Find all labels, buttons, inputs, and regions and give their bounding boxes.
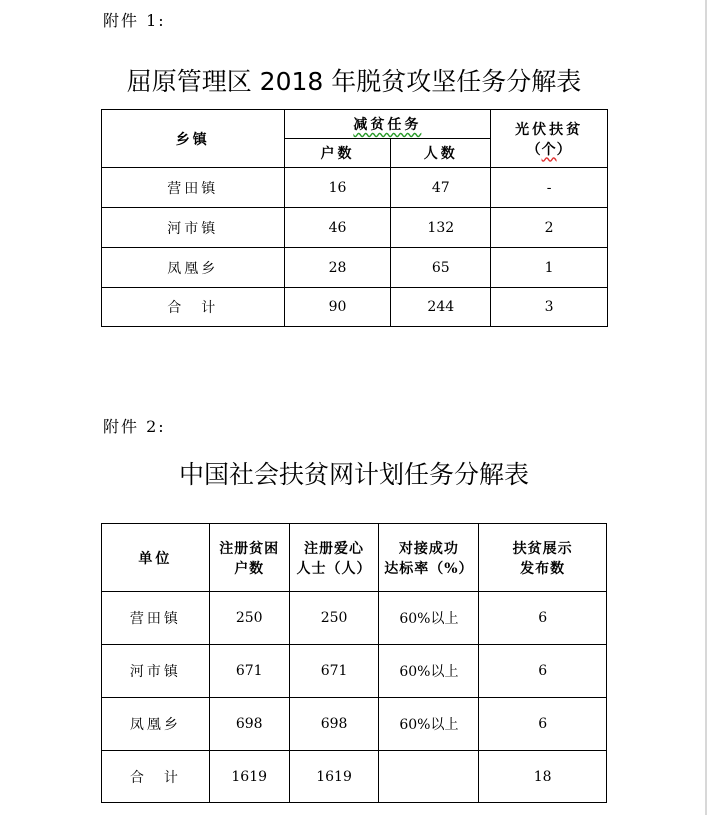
table-row-total	[102, 751, 607, 803]
cell-households: 16	[284, 168, 391, 208]
cell-show: 6	[479, 592, 607, 645]
task-table-1	[101, 109, 608, 327]
attachment-1-title: 屈原管理区 2018 年脱贫攻坚任务分解表	[126, 67, 582, 96]
table-row-total	[102, 288, 608, 327]
header-households: 户数	[284, 139, 391, 168]
cell-reg-love: 671	[289, 645, 379, 698]
cell-solar: 2	[491, 208, 608, 248]
header-solar	[491, 110, 608, 168]
cell-unit: 凤凰乡	[102, 698, 210, 751]
cell-township: 合 计	[102, 288, 285, 327]
attachment-2-label: 附件 2:	[103, 417, 166, 436]
table-row	[102, 208, 608, 248]
header-dock-line1: 对接成功	[398, 540, 459, 557]
header-dock-rate	[379, 524, 479, 592]
cell-solar: 3	[491, 288, 608, 327]
header-poverty-task-text: 减贫任务	[353, 117, 422, 133]
header-reg-love	[289, 524, 379, 592]
table-row	[102, 168, 608, 208]
cell-show: 6	[479, 645, 607, 698]
attachment-2-title: 中国社会扶贫网计划任务分解表	[178, 460, 529, 489]
header-poverty-task	[284, 110, 491, 139]
cell-people: 65	[391, 248, 491, 288]
table-row	[102, 645, 607, 698]
header-reg-love-line1: 注册爱心	[304, 540, 365, 557]
cell-dock-rate: 60%以上	[379, 645, 479, 698]
header-show-line1: 扶贫展示	[512, 540, 573, 557]
header-show	[479, 524, 607, 592]
header-reg-poor-line2: 户数	[234, 560, 265, 577]
header-show-line2: 发布数	[520, 560, 566, 577]
cell-households: 90	[284, 288, 391, 327]
cell-people: 47	[391, 168, 491, 208]
table-row	[102, 698, 607, 751]
header-reg-poor	[209, 524, 289, 592]
cell-dock-rate: 60%以上	[379, 698, 479, 751]
cell-show: 6	[479, 698, 607, 751]
cell-people: 244	[391, 288, 491, 327]
cell-reg-poor: 250	[209, 592, 289, 645]
table-row	[102, 248, 608, 288]
cell-reg-poor: 698	[209, 698, 289, 751]
cell-people: 132	[391, 208, 491, 248]
page-edge-line	[705, 0, 707, 815]
header-solar-line2: （个）	[526, 141, 572, 158]
cell-township: 营田镇	[102, 168, 285, 208]
cell-township: 河市镇	[102, 208, 285, 248]
cell-reg-poor: 1619	[209, 751, 289, 803]
cell-households: 46	[284, 208, 391, 248]
header-solar-line1: 光伏扶贫	[515, 121, 584, 138]
cell-township: 凤凰乡	[102, 248, 285, 288]
cell-solar: -	[491, 168, 608, 208]
cell-reg-love: 1619	[289, 751, 379, 803]
cell-dock-rate	[379, 751, 479, 803]
cell-reg-love: 698	[289, 698, 379, 751]
header-reg-love-line2: 人士（人）	[296, 560, 372, 577]
cell-dock-rate: 60%以上	[379, 592, 479, 645]
cell-reg-love: 250	[289, 592, 379, 645]
table-row	[102, 592, 607, 645]
cell-unit: 营田镇	[102, 592, 210, 645]
header-township: 乡镇	[102, 110, 285, 168]
header-dock-line2: 达标率（%）	[384, 560, 474, 577]
cell-reg-poor: 671	[209, 645, 289, 698]
attachment-1-label: 附件 1:	[103, 11, 166, 30]
cell-unit: 河市镇	[102, 645, 210, 698]
header-reg-poor-line1: 注册贫困	[219, 540, 280, 557]
cell-show: 18	[479, 751, 607, 803]
header-people: 人数	[391, 139, 491, 168]
header-unit: 单位	[102, 524, 210, 592]
cell-solar: 1	[491, 248, 608, 288]
cell-households: 28	[284, 248, 391, 288]
task-table-2	[101, 523, 607, 803]
cell-unit: 合 计	[102, 751, 210, 803]
